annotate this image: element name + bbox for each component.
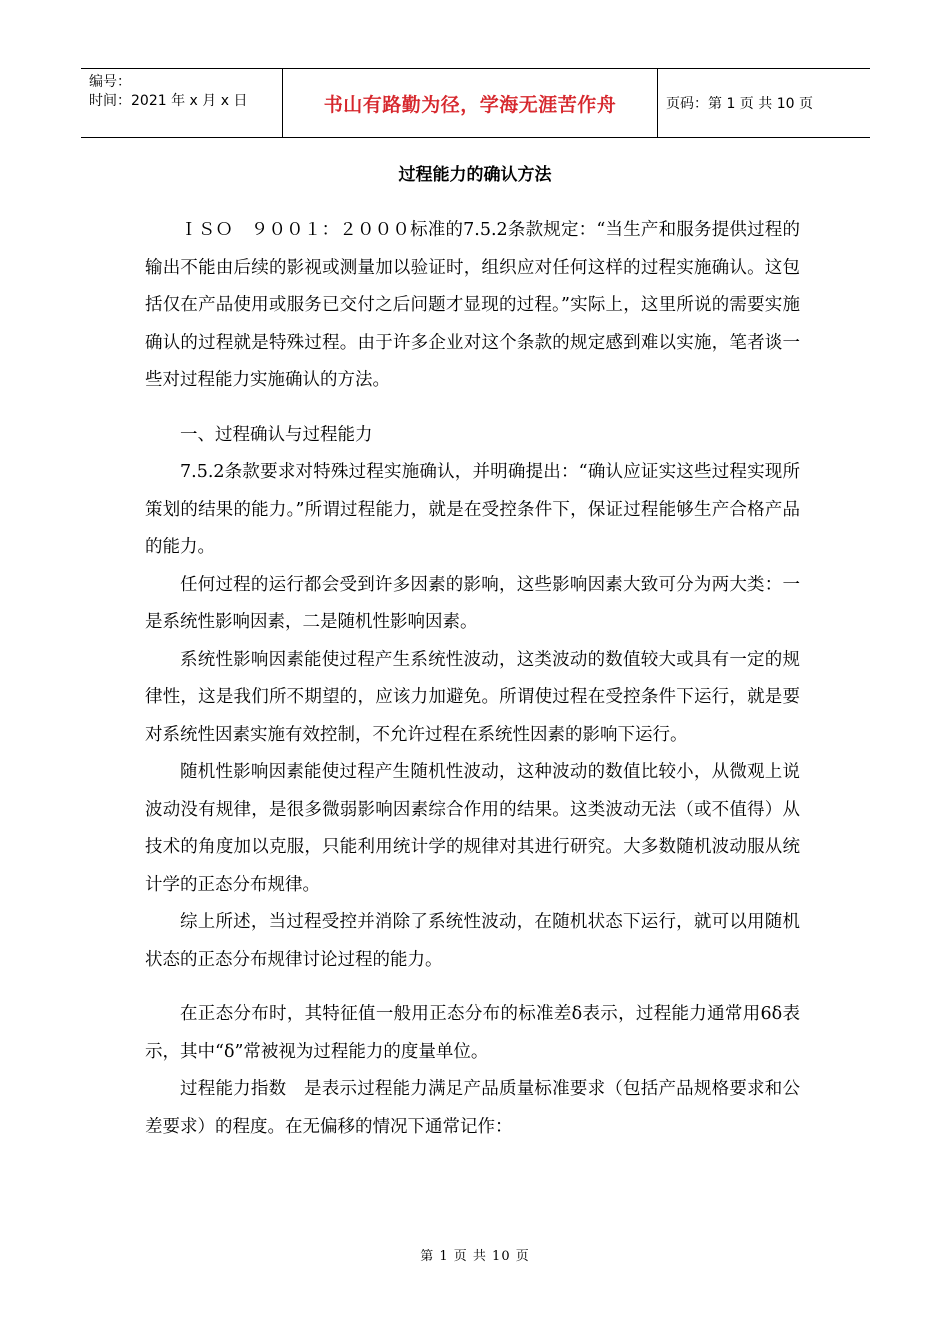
- header-motto: 书山有路勤为径，学海无涯苦作舟: [283, 69, 658, 137]
- header-meta: [81, 69, 283, 137]
- paragraph: 综上所述，当过程受控并消除了系统性波动，在随机状态下运行，就可以用随机状态的正态分布规律讨论过程的能力。: [145, 912, 800, 970]
- paragraph: 过程能力指数 是表示过程能力满足产品质量标准要求（包括产品规格要求和公差要求）的程度。在无偏移的情况下通常记作：: [145, 1079, 800, 1137]
- header-page-info: 页码：第 1 页 共 10 页: [666, 96, 813, 112]
- page-footer: 第 1 页 共 10 页: [420, 1249, 530, 1264]
- document-date-label: 时间：2021 年 x 月 x 日: [89, 93, 248, 109]
- paragraph: 随机性影响因素能使过程产生随机性波动，这种波动的数值比较小，从微观上说波动没有规律，是很多微弱影响因素综合作用的结果。这类波动无法（或不值得）从技术的角度加以克服，只能利用统计学的规律对其进行研究。大多数随机波动服从统计学的正态分布规律。: [145, 762, 800, 895]
- paragraph: 系统性影响因素能使过程产生系统性波动，这类波动的数值较大或具有一定的规律性，这是我们所不期望的，应该力加避免。所谓使过程在受控条件下运行，就是要对系统性因素实施有效控制，不允许过程在系统性因素的影响下运行。: [145, 649, 800, 745]
- document-number-label: 编号：: [89, 74, 131, 90]
- document-title: 过程能力的确认方法: [398, 165, 552, 185]
- paragraph: 任何过程的运行都会受到许多因素的影响，这些影响因素大致可分为两大类：一是系统性影响因素，二是随机性影响因素。: [145, 574, 800, 632]
- paragraph: 7.5.2条款要求对特殊过程实施确认，并明确提出：“确认应证实这些过程实现所策划的结果的能力。”所谓过程能力，就是在受控条件下，保证过程能够生产合格产品的能力。: [145, 462, 800, 557]
- page-header: [81, 68, 870, 138]
- paragraph: 在正态分布时，其特征值一般用正态分布的标准差δ表示，过程能力通常用6δ表示，其中“δ”常被视为过程能力的度量单位。: [145, 1004, 800, 1062]
- section-heading: 一、过程确认与过程能力: [180, 424, 373, 445]
- document-body: [145, 212, 800, 1146]
- paragraph: ＩＳＯ ９００１：２０００标准的7.5.2条款规定：“当生产和服务提供过程的输出不能由后续的影视或测量加以验证时，组织应对任何这样的过程实施确认。这包括仅在产品使用或服务已交付之后问题才显现的过程。”实际上，这里所说的需要实施确认的过程就是特殊过程。由于许多企业对这个条款的规定感到难以实施，笔者谈一些对过程能力实施确认的方法。: [145, 220, 800, 390]
